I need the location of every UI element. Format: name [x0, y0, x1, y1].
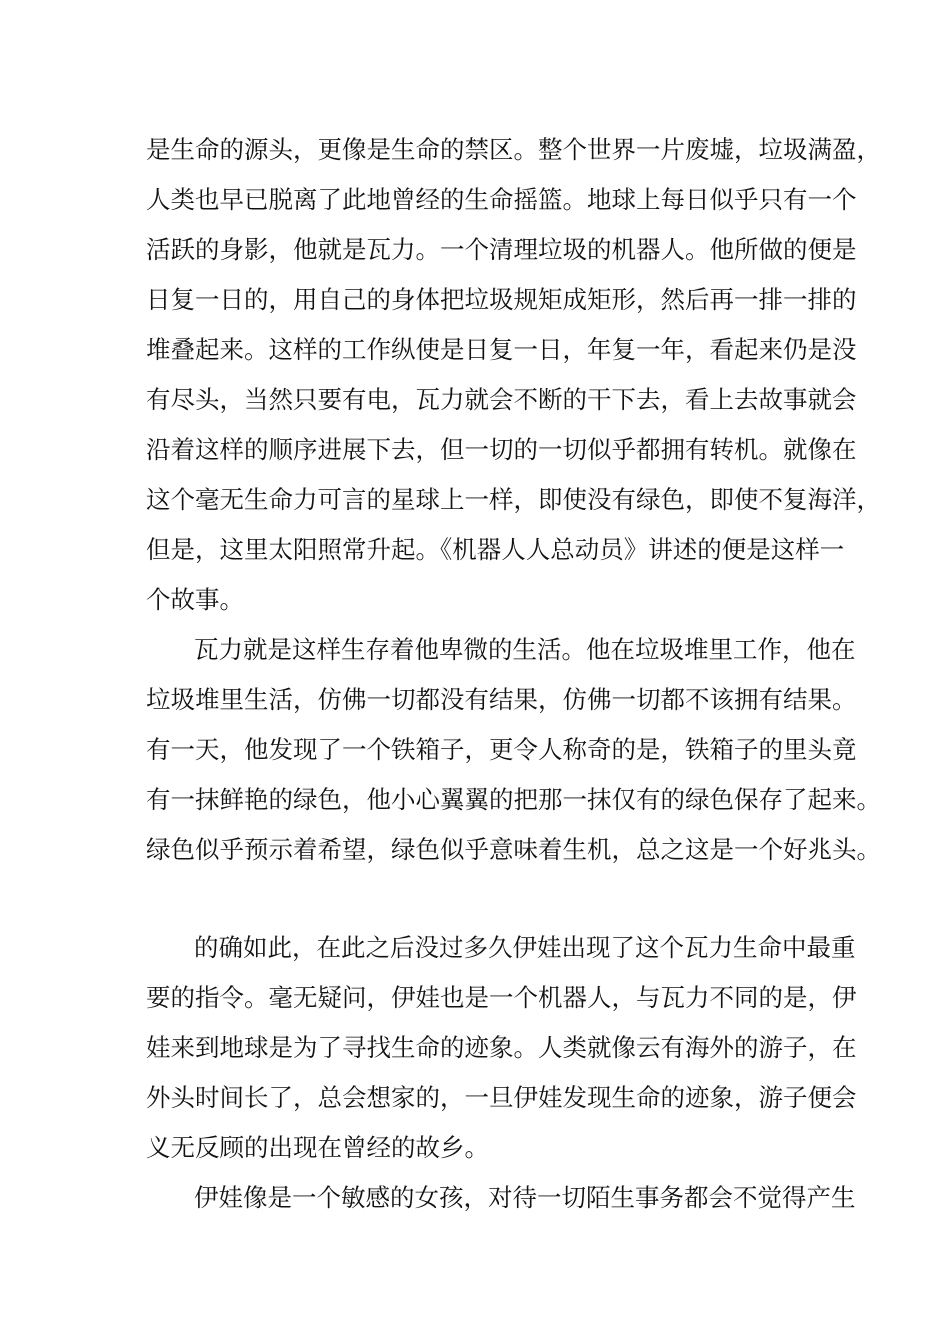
paragraph-1-line-2: 人类也早已脱离了此地曾经的生命摇篮。地球上每日似乎只有一个 — [146, 185, 857, 214]
paragraph-1-line-8: 这个毫无生命力可言的星球上一样，即使没有绿色，即使不复海洋， — [146, 485, 881, 514]
paragraph-3-line-5: 义无反顾的出现在曾经的故乡。 — [146, 1133, 489, 1162]
paragraph-2-line-1: 瓦力就是这样生存着他卑微的生活。他在垃圾堆里工作，他在 — [194, 635, 856, 664]
paragraph-1-line-10: 个故事。 — [146, 585, 244, 614]
paragraph-1-line-3: 活跃的身影，他就是瓦力。一个清理垃圾的机器人。他所做的便是 — [146, 235, 857, 264]
paragraph-1-line-5: 堆叠起来。这样的工作纵使是日复一日，年复一年，看起来仍是没 — [146, 335, 857, 364]
paragraph-3-line-1: 的确如此，在此之后没过多久伊娃出现了这个瓦力生命中最重 — [194, 933, 856, 962]
paragraph-1-line-1: 是生命的源头，更像是生命的禁区。整个世界一片废墟，垃圾满盈， — [146, 135, 881, 164]
paragraph-2-line-5: 绿色似乎预示着希望，绿色似乎意味着生机，总之这是一个好兆头。 — [146, 835, 881, 864]
paragraph-3-line-3: 娃来到地球是为了寻找生命的迹象。人类就像云有海外的游子，在 — [146, 1033, 857, 1062]
paragraph-1-line-6: 有尽头，当然只要有电，瓦力就会不断的干下去，看上去故事就会 — [146, 385, 857, 414]
paragraph-3-line-4: 外头时间长了，总会想家的，一旦伊娃发现生命的迹象，游子便会 — [146, 1083, 857, 1112]
paragraph-4-line-1: 伊娃像是一个敏感的女孩，对待一切陌生事务都会不觉得产生 — [194, 1183, 856, 1212]
paragraph-1-line-7: 沿着这样的顺序进展下去，但一切的一切似乎都拥有转机。就像在 — [146, 435, 857, 464]
paragraph-2-line-4: 有一抹鲜艳的绿色，他小心翼翼的把那一抹仅有的绿色保存了起来。 — [146, 785, 881, 814]
paragraph-2-line-3: 有一天，他发现了一个铁箱子，更令人称奇的是，铁箱子的里头竟 — [146, 735, 857, 764]
paragraph-2-line-2: 垃圾堆里生活，仿佛一切都没有结果，仿佛一切都不该拥有结果。 — [146, 685, 857, 714]
paragraph-1-line-4: 日复一日的，用自己的身体把垃圾规矩成矩形，然后再一排一排的 — [146, 285, 857, 314]
paragraph-1-line-9: 但是，这里太阳照常升起。《机器人人总动员》讲述的便是这样一 — [146, 535, 845, 564]
paragraph-3-line-2: 要的指令。毫无疑问，伊娃也是一个机器人，与瓦力不同的是，伊 — [146, 983, 857, 1012]
